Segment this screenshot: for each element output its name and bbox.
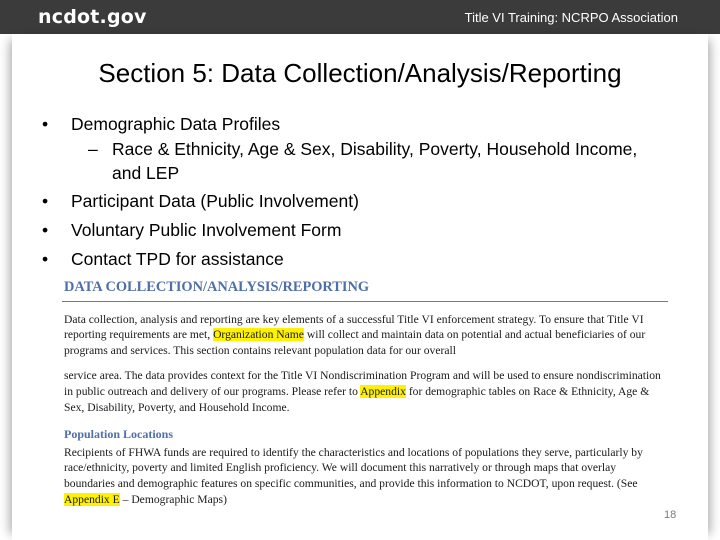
page-number: 18: [664, 509, 677, 521]
header-bar: [0, 0, 720, 34]
paragraph-text: – Demographic Maps): [119, 492, 227, 506]
highlighted-text: Organization Name: [213, 328, 304, 342]
highlighted-text: Appendix E: [64, 492, 120, 506]
bullet-marker: •: [42, 220, 49, 240]
paragraph-text: will collect and maintain data on potential and actual beneficiaries of our programs and services. This section contains relevant population data for our overall: [64, 328, 646, 357]
bullet-item: [42, 112, 682, 137]
paragraph-text: Recipients of FHWA funds are required to identify the characteristics and locations of populations they serve, particularly by race/ethnicity, poverty and limited English proficiency. We will document this narratively or through maps that overlay boundaries and demographic features on specific communities, and provide this information to NCDOT, upon request. (See: [64, 445, 643, 490]
highlighted-text: Appendix: [360, 384, 406, 398]
slide-title: Section 5: Data Collection/Analysis/Reporting: [98, 58, 622, 88]
bullet-item: [42, 247, 682, 272]
document-heading: DATA COLLECTION/ANALYSIS/REPORTING: [64, 279, 370, 295]
sub-bullet-text: Race & Ethnicity, Age & Sex, Disability, Poverty, Household Income, and LEP: [112, 139, 638, 183]
bullet-text: Voluntary Public Involvement Form: [71, 220, 342, 240]
bullet-item: [42, 189, 682, 214]
paragraph-text: service area. The data provides context for the Title VI Nondiscrimination Program and will be used to ensure nondiscrimination in public outreach and delivery of our programs. Please refer to: [64, 369, 661, 398]
paragraph-text: Data collection, analysis and reporting are key elements of a successful Title VI enforcement strategy. To ensure that Title VI reporting requirements are met,: [64, 312, 644, 342]
document-paragraph: [64, 312, 668, 359]
embedded-document-image: [60, 278, 670, 508]
bullet-text: Participant Data (Public Involvement): [71, 191, 359, 211]
document-subheading: Population Locations: [64, 427, 174, 442]
bullet-marker: •: [42, 191, 49, 211]
sub-bullet-marker: –: [88, 139, 98, 159]
bullet-item: [42, 218, 682, 243]
sub-bullet-item: [88, 137, 682, 185]
document-paragraph: [64, 445, 668, 507]
presentation-title: Title VI Training: NCRPO Association: [464, 10, 678, 25]
bullet-marker: •: [42, 114, 49, 134]
ncdot-logo[interactable]: ncdot.gov: [38, 6, 147, 28]
bullet-marker: •: [42, 249, 49, 269]
bullet-text: Demographic Data Profiles: [71, 114, 281, 134]
bullet-list: [42, 112, 682, 272]
bullet-text: Contact TPD for assistance: [71, 249, 284, 269]
document-divider: [62, 301, 668, 302]
document-paragraph: [64, 368, 668, 415]
paragraph-text: for demographic tables on Race & Ethnicity, Age & Sex, Disability, Poverty, and Household Income.: [64, 384, 650, 414]
